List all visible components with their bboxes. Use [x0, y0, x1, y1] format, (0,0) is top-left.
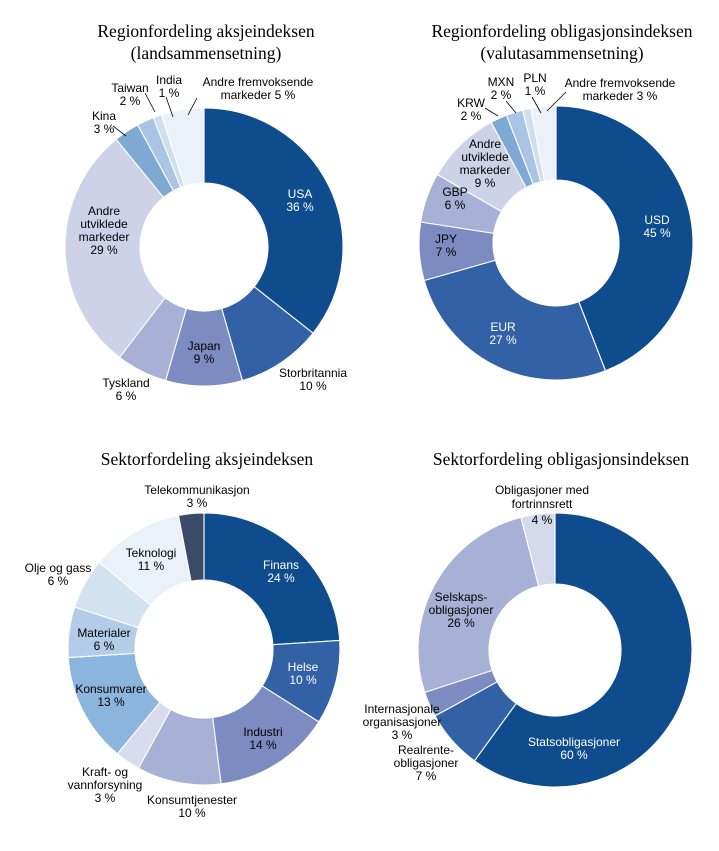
slice-label-andre-utviklede-markeder: Andre — [87, 204, 121, 218]
chart-title-line: Sektorfordeling aksjeindeksen — [100, 449, 314, 469]
slice-label-materialer: 6 % — [93, 639, 115, 653]
slice-label-andre-utviklede-markeder: utviklede — [461, 150, 509, 164]
slice-label-andre-utviklede-markeder: 9 % — [474, 176, 496, 190]
slice-label-jpy: JPY — [434, 232, 458, 246]
chart-sector-equity — [25, 483, 340, 820]
slice-label-storbritannia: Storbritannia — [278, 366, 348, 380]
slice-label-konsumvarer: 13 % — [97, 695, 125, 709]
slice-label-andre-fremvoksende-markeder: Andre fremvoksende — [202, 75, 314, 89]
slice-label-helse: 10 % — [289, 673, 317, 687]
leader-line — [145, 93, 155, 112]
slice-label-andre-fremvoksende-markeder: markeder 5 % — [220, 88, 296, 102]
slice-label-obligasjoner-med-fortrinnsrett: 4 % — [531, 513, 553, 527]
slice-label-tyskland: Tyskland — [102, 376, 150, 390]
slice-label-industri: Industri — [243, 725, 283, 739]
slice-label-materialer: Materialer — [77, 626, 131, 640]
slice-label-kraft-og-vannforsyning: Kraft- og — [81, 765, 129, 779]
slice-label-kina: Kina — [91, 109, 117, 123]
slice-label-industri: 14 % — [249, 738, 277, 752]
chart-title-line: Regionfordeling obligasjonsindeksen — [431, 21, 693, 41]
slice-label-obligasjoner-med-fortrinnsrett: Obligasjoner med — [494, 483, 590, 497]
slice-label-realrente-obligasjoner: 7 % — [415, 769, 437, 783]
slice-label-olje-og-gass: Olje og gass — [24, 561, 92, 575]
slice-label-telekommunikasjon: Telekommunikasjon — [144, 483, 250, 497]
slice-label-storbritannia: 10 % — [299, 379, 327, 393]
chart-region-equity — [65, 73, 347, 403]
slice-label-india: India — [155, 73, 183, 87]
slice-label-konsumtjenester: Konsumtjenester — [146, 793, 238, 807]
slice-label-taiwan: Taiwan — [111, 81, 149, 95]
slice-label-realrente-obligasjoner: Realrente- — [397, 743, 455, 757]
slice-label-tyskland: 6 % — [115, 389, 137, 403]
slice-label-usa: USA — [287, 187, 313, 201]
slice-label-internasjonale-organisasjoner: organisasjoner — [362, 715, 442, 729]
slice-label-statsobligasjoner: 60 % — [560, 748, 588, 762]
slice-label-eur: EUR — [490, 320, 516, 334]
leader-line — [506, 101, 516, 113]
slice-label-andre-fremvoksende-markeder: markeder 3 % — [582, 89, 658, 103]
slice-label-japan: 9 % — [193, 352, 215, 366]
slice-label-taiwan: 2 % — [119, 94, 141, 108]
leader-line — [113, 126, 126, 136]
slice-label-andre-utviklede-markeder: Andre — [468, 137, 502, 151]
slice-label-finans: 24 % — [267, 571, 295, 585]
slice-label-telekommunikasjon: 3 % — [186, 496, 208, 510]
slice-label-kraft-og-vannforsyning: 3 % — [94, 791, 116, 805]
chart-title-line: Sektorfordeling obligasjonsindeksen — [432, 449, 690, 469]
slice-label-konsumtjenester: 10 % — [178, 806, 206, 820]
slice-label-pln: PLN — [523, 71, 547, 85]
slice-label-statsobligasjoner: Statsobligasjoner — [527, 735, 621, 749]
chart-sector-bonds — [363, 483, 692, 787]
leader-line — [485, 108, 498, 116]
slice-label-kina: 3 % — [93, 122, 115, 136]
slice-label-jpy: 7 % — [435, 245, 457, 259]
slice-label-selskaps-obligasjoner: 26 % — [447, 616, 475, 630]
slice-label-helse: Helse — [287, 660, 319, 674]
slice-label-india: 1 % — [158, 86, 180, 100]
slice-label-teknologi: 11 % — [137, 559, 165, 573]
slice-label-andre-utviklede-markeder: markeder — [78, 230, 130, 244]
slice-label-usd: USD — [644, 213, 670, 227]
slice-label-internasjonale-organisasjoner: 3 % — [391, 728, 413, 742]
chart-title-line: Regionfordeling aksjeindeksen — [97, 21, 315, 41]
slice-label-gbp: GBP — [442, 185, 468, 199]
slice-label-eur: 27 % — [489, 333, 517, 347]
chart-title-line: (valutasammensetning) — [480, 42, 644, 63]
slice-label-andre-fremvoksende-markeder: Andre fremvoksende — [564, 76, 676, 90]
slice-label-realrente-obligasjoner: obligasjoner — [393, 756, 459, 770]
slice-label-gbp: 6 % — [444, 198, 466, 212]
slice-label-finans: Finans — [262, 558, 300, 572]
slice-label-usa: 36 % — [286, 200, 314, 214]
slice-label-pln: 1 % — [524, 84, 546, 98]
slice-label-japan: Japan — [187, 339, 221, 353]
slice-label-internasjonale-organisasjoner: Internasjonale — [364, 702, 440, 716]
slice-label-kraft-og-vannforsyning: vannforsyning — [67, 778, 143, 792]
slice-label-selskaps-obligasjoner: Selskaps- — [434, 590, 488, 604]
slice-label-mxn: 2 % — [490, 88, 512, 102]
slice-label-konsumvarer: Konsumvarer — [75, 682, 147, 696]
slice-label-teknologi: Teknologi — [125, 546, 177, 560]
slice-label-andre-utviklede-markeder: markeder — [459, 163, 511, 177]
slice-label-krw: 2 % — [460, 109, 482, 123]
chart-title-line: (landsammensetning) — [130, 42, 282, 63]
chart-region-bonds — [419, 71, 693, 380]
slice-label-obligasjoner-med-fortrinnsrett: fortrinnsrett — [511, 497, 573, 511]
slice-label-mxn: MXN — [487, 75, 515, 89]
slice-label-andre-utviklede-markeder: utviklede — [80, 217, 128, 231]
slice-label-andre-utviklede-markeder: 29 % — [90, 243, 118, 257]
slice-label-usd: 45 % — [643, 226, 671, 240]
slice-usa — [204, 108, 343, 333]
slice-label-krw: KRW — [457, 96, 485, 110]
slice-label-olje-og-gass: 6 % — [47, 574, 69, 588]
slice-label-selskaps-obligasjoner: obligasjoner — [428, 603, 494, 617]
